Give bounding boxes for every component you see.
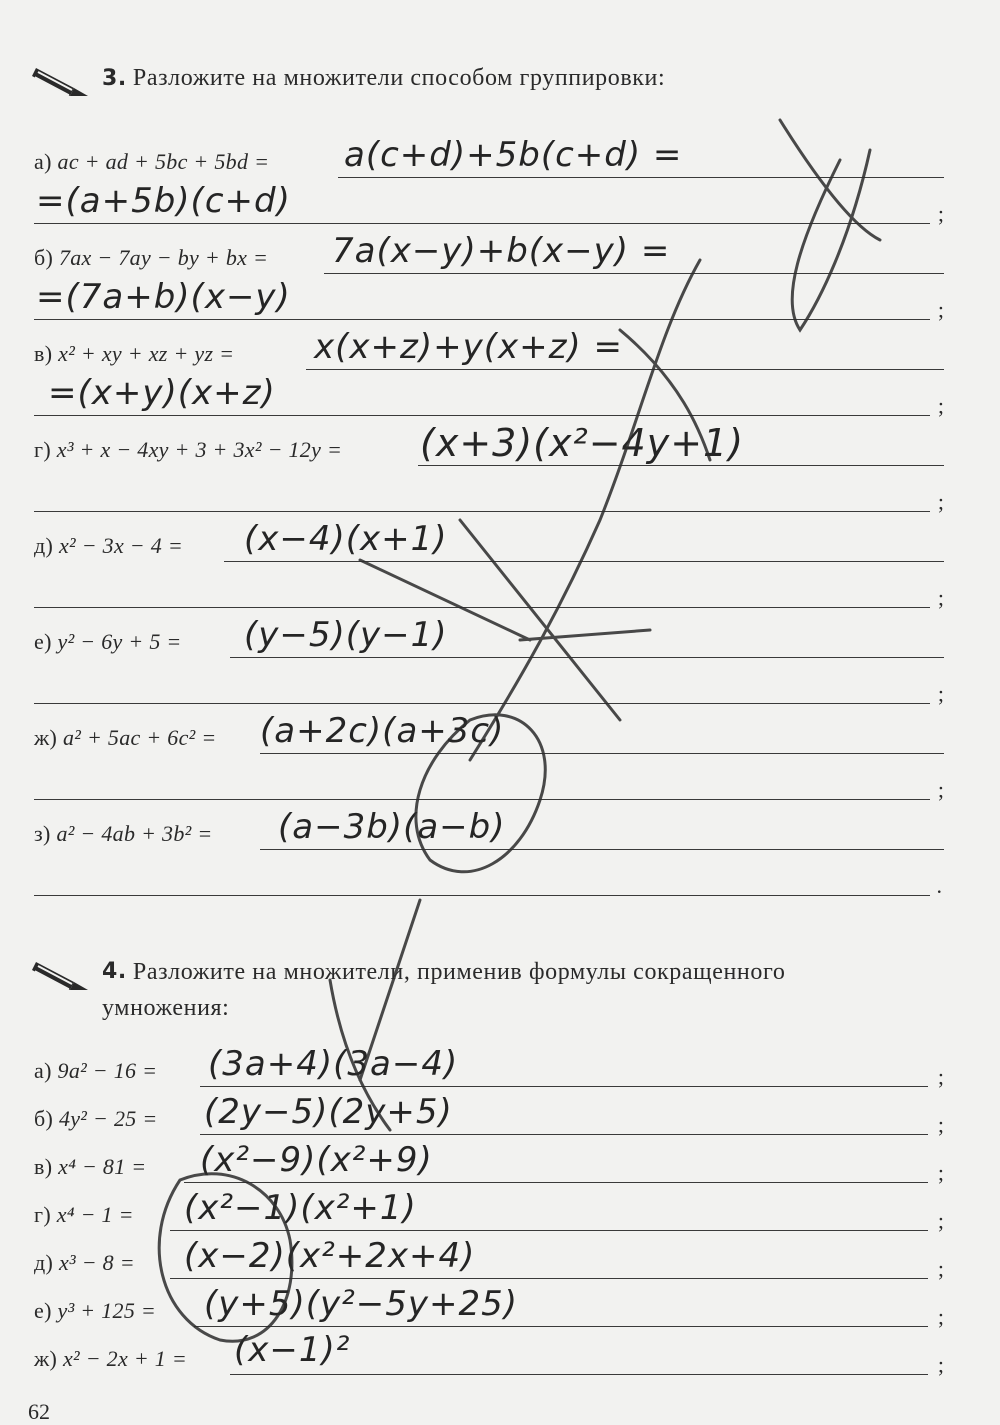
handwritten-answer: x(x+z)+y(x+z) = — [314, 327, 623, 367]
pencil-icon — [30, 954, 94, 994]
answer-line[interactable] — [306, 369, 944, 370]
task-3-item-f: е) y² − 6y + 5 = ; (y−5)(y−1) — [34, 615, 944, 706]
answer-line[interactable] — [34, 511, 930, 512]
answer-line[interactable] — [34, 799, 930, 800]
answer-line[interactable] — [230, 657, 944, 658]
answer-line[interactable] — [34, 415, 930, 416]
answer-line[interactable] — [34, 223, 930, 224]
task-4-item-f: е) y³ + 125 = ; (y+5)(y²−5y+25) — [34, 1284, 944, 1329]
task-3-item-a: а) ac + ad + 5bc + 5bd = ; a(c+d)+5b(c+d) = =(a+5b)(c+d) — [34, 135, 944, 226]
handwritten-answer: =(a+5b)(c+d) — [36, 181, 291, 221]
task-3-item-b: б) 7ax − 7ay − by + bx = ; 7a(x−y)+b(x−y) = =(7a+b)(x−y) — [34, 231, 944, 322]
task-3-item-h: з) a² − 4ab + 3b² = . (a−3b)(a−b) — [34, 807, 942, 898]
handwritten-answer: (x+3)(x²−4y+1) — [420, 421, 745, 465]
handwritten-answer: (a+2c)(a+3c) — [260, 711, 505, 751]
task-4-item-d: г) x⁴ − 1 = ; (x²−1)(x²+1) — [34, 1188, 944, 1233]
answer-line[interactable] — [34, 895, 930, 896]
handwritten-answer: 7a(x−y)+b(x−y) = — [332, 231, 671, 271]
task-4-heading — [30, 954, 944, 1026]
answer-line[interactable] — [184, 1182, 928, 1183]
task-3-item-e: д) x² − 3x − 4 = ; (x−4)(x+1) — [34, 519, 944, 610]
handwritten-answer: (x²−1)(x²+1) — [184, 1188, 417, 1228]
answer-line[interactable] — [170, 1230, 928, 1231]
handwritten-answer: (x−4)(x+1) — [244, 519, 448, 559]
task-4-item-b: б) 4y² − 25 = ; (2y−5)(2y+5) — [34, 1092, 944, 1137]
task-3-title: 3. Разложите на множители способом группировки: — [102, 65, 666, 91]
answer-line[interactable] — [338, 177, 944, 178]
task-4-item-g: ж) x² − 2x + 1 = ; (x−1)² — [34, 1330, 944, 1377]
task-4-item-c: в) x⁴ − 81 = ; (x²−9)(x²+9) — [34, 1140, 944, 1185]
handwritten-answer: (a−3b)(a−b) — [278, 807, 506, 847]
handwritten-answer: (y−5)(y−1) — [244, 615, 448, 655]
handwritten-answer: (x²−9)(x²+9) — [200, 1140, 433, 1180]
task-4-item-a: а) 9a² − 16 = ; (3a+4)(3a−4) — [34, 1044, 944, 1089]
answer-line[interactable] — [200, 1134, 928, 1135]
handwritten-answer: (x−1)² — [234, 1330, 351, 1370]
answer-line[interactable] — [418, 465, 944, 466]
task-3-heading — [30, 60, 665, 100]
answer-line[interactable] — [260, 753, 944, 754]
task-4-title: 4. Разложите на множители, применив формулы сокращенного умножения: — [102, 959, 786, 1021]
task-3-item-c: в) x² + xy + xz + yz = ; x(x+z)+y(x+z) = =(x+y)(x+z) — [34, 327, 944, 418]
task-4-item-e: д) x³ − 8 = ; (x−2)(x²+2x+4) — [34, 1236, 944, 1281]
answer-line[interactable] — [200, 1086, 928, 1087]
answer-line[interactable] — [34, 607, 930, 608]
answer-line[interactable] — [324, 273, 944, 274]
answer-line[interactable] — [194, 1326, 928, 1327]
handwritten-answer: (y+5)(y²−5y+25) — [204, 1284, 519, 1324]
handwritten-answer: =(x+y)(x+z) — [48, 373, 276, 413]
page-number: 62 — [28, 1399, 50, 1424]
task-3-item-d: г) x³ + x − 4xy + 3 + 3x² − 12y = ; (x+3)(x²−4y+1) — [34, 421, 944, 514]
answer-line[interactable] — [34, 319, 930, 320]
handwritten-answer: (3a+4)(3a−4) — [208, 1044, 459, 1084]
answer-line[interactable] — [34, 703, 930, 704]
answer-line[interactable] — [260, 849, 944, 850]
handwritten-answer: =(7a+b)(x−y) — [36, 277, 291, 317]
answer-line[interactable] — [230, 1374, 928, 1375]
task-3-item-g: ж) a² + 5ac + 6c² = ; (a+2c)(a+3c) — [34, 711, 944, 802]
handwritten-answer: a(c+d)+5b(c+d) = — [344, 135, 683, 175]
answer-line[interactable] — [224, 561, 944, 562]
pencil-icon — [30, 60, 94, 100]
handwritten-answer: (2y−5)(2y+5) — [204, 1092, 453, 1132]
handwritten-answer: (x−2)(x²+2x+4) — [184, 1236, 476, 1276]
answer-line[interactable] — [170, 1278, 928, 1279]
